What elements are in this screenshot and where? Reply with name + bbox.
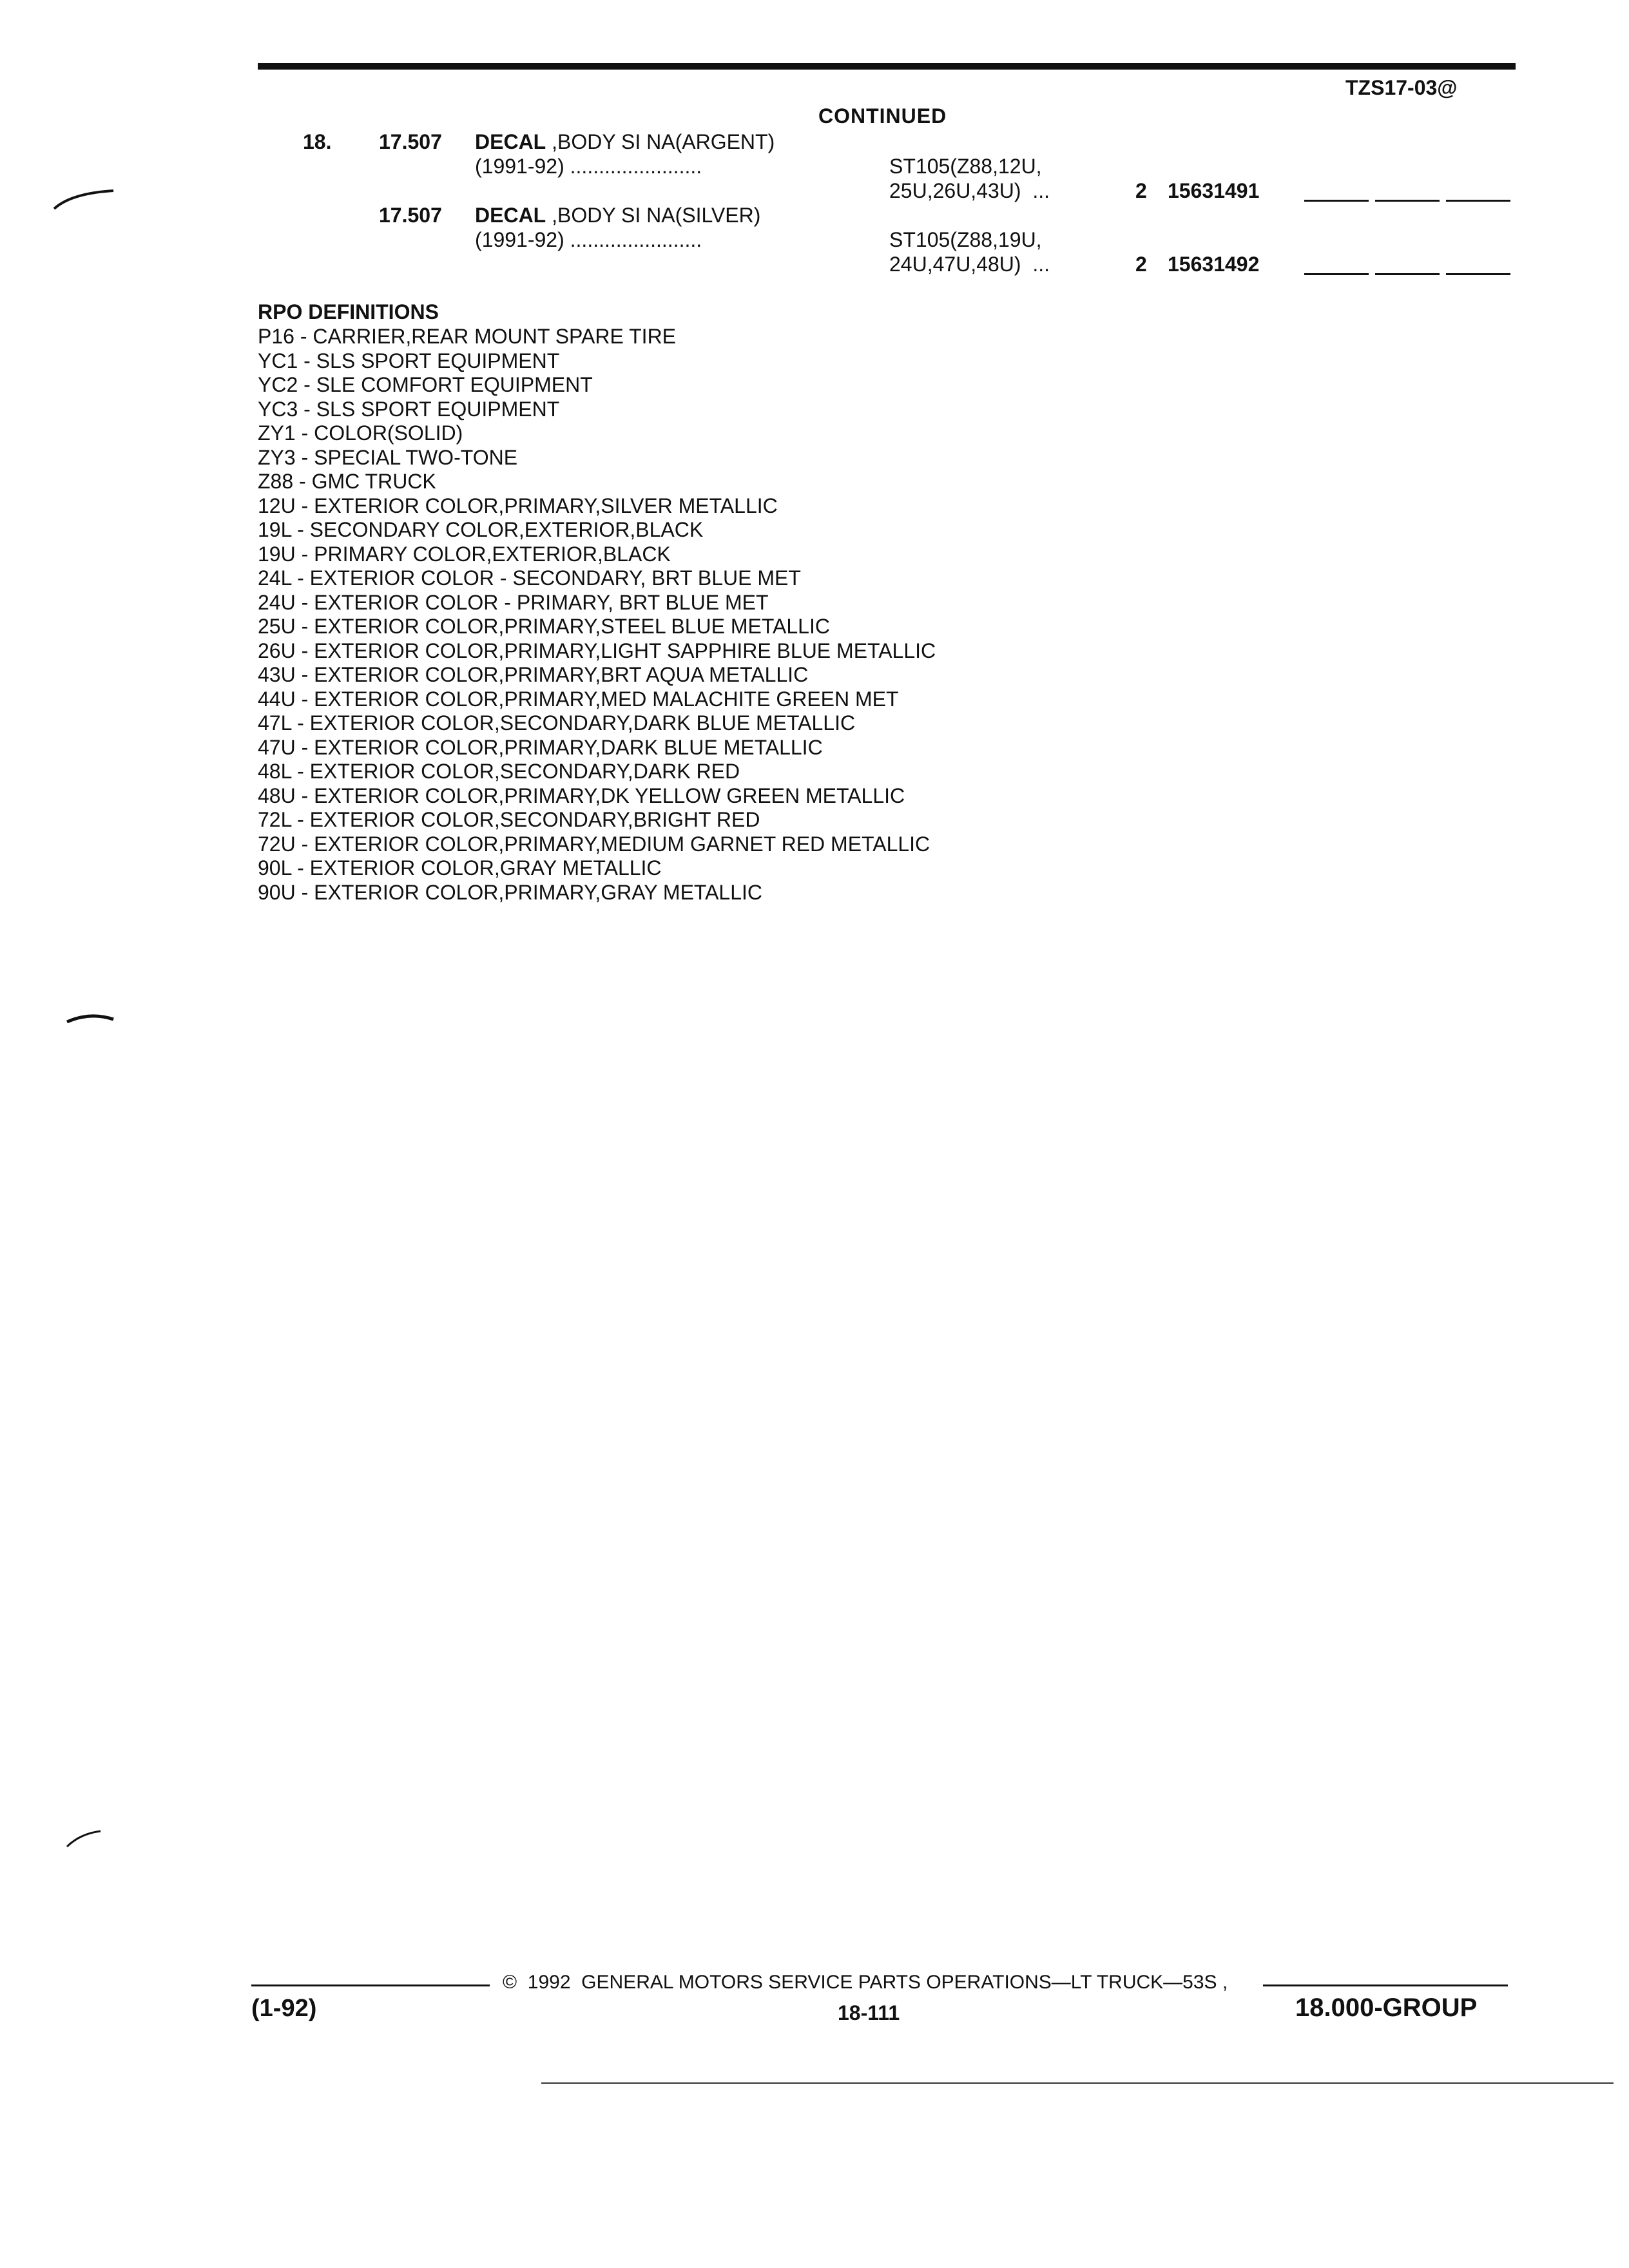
part-name: DECAL [475, 204, 546, 227]
catalog-code: TZS17-03@ [1345, 76, 1458, 99]
rpo-definition: ZY1 - COLOR(SOLID) [258, 421, 463, 445]
part-number: 15631492 [1168, 253, 1260, 276]
scan-mark [64, 1009, 116, 1035]
quantity: 2 [1135, 179, 1147, 202]
rpo-definition: 90L - EXTERIOR COLOR,GRAY METALLIC [258, 856, 662, 879]
rpo-definition: ZY3 - SPECIAL TWO-TONE [258, 445, 518, 469]
blank-field [1375, 273, 1440, 275]
rpo-definition: 44U - EXTERIOR COLOR,PRIMARY,MED MALACHITE GREEN MET [258, 687, 899, 711]
rpo-definition: 48U - EXTERIOR COLOR,PRIMARY,DK YELLOW GREEN METALLIC [258, 783, 905, 807]
part-detail: ,BODY SI NA(SILVER) [546, 204, 761, 227]
blank-field [1375, 200, 1440, 202]
rpo-definition: 24U - EXTERIOR COLOR - PRIMARY, BRT BLUE MET [258, 590, 769, 614]
year-range: (1991-92) ....................... [475, 228, 702, 251]
part-description [475, 204, 760, 227]
rpo-definition: Z88 - GMC TRUCK [258, 470, 436, 493]
usage-line-2: 24U,47U,48U) ... [889, 253, 1050, 276]
rpo-title: RPO DEFINITIONS [258, 300, 439, 323]
quantity: 2 [1135, 253, 1147, 276]
rpo-definition: 43U - EXTERIOR COLOR,PRIMARY,BRT AQUA METALLIC [258, 663, 809, 686]
footer-rule-right [1263, 1984, 1508, 1986]
year-range: (1991-92) ....................... [475, 155, 702, 178]
rpo-definition: 47L - EXTERIOR COLOR,SECONDARY,DARK BLUE METALLIC [258, 711, 856, 735]
scan-mark [64, 1827, 103, 1853]
part-name: DECAL [475, 130, 546, 153]
blank-field [1446, 273, 1510, 275]
blank-field [1304, 273, 1369, 275]
part-description [475, 130, 775, 154]
rpo-definition: 12U - EXTERIOR COLOR,PRIMARY,SILVER METALLIC [258, 494, 778, 517]
rpo-definition: 19L - SECONDARY COLOR,EXTERIOR,BLACK [258, 518, 704, 541]
usage-line-2: 25U,26U,43U) ... [889, 179, 1050, 202]
rpo-list [258, 325, 936, 905]
copyright-line: © 1992 GENERAL MOTORS SERVICE PARTS OPERATIONS—LT TRUCK—53S , [503, 1972, 1228, 1993]
rpo-definition: 48L - EXTERIOR COLOR,SECONDARY,DARK RED [258, 760, 740, 783]
rpo-definition: YC2 - SLE COMFORT EQUIPMENT [258, 373, 593, 396]
rpo-definition: YC1 - SLS SPORT EQUIPMENT [258, 349, 560, 372]
part-detail: ,BODY SI NA(ARGENT) [546, 130, 775, 153]
rpo-definition: P16 - CARRIER,REAR MOUNT SPARE TIRE [258, 325, 677, 348]
ref-number: 17.507 [379, 130, 442, 153]
rpo-definition: 26U - EXTERIOR COLOR,PRIMARY,LIGHT SAPPHIRE BLUE METALLIC [258, 639, 936, 662]
rpo-definition: 90U - EXTERIOR COLOR,PRIMARY,GRAY METALLIC [258, 880, 763, 904]
continued-label: CONTINUED [818, 104, 947, 128]
footer-rule-left [251, 1984, 490, 1986]
rpo-definition: 25U - EXTERIOR COLOR,PRIMARY,STEEL BLUE METALLIC [258, 615, 830, 638]
scan-mark [52, 187, 116, 213]
rpo-definition: 72L - EXTERIOR COLOR,SECONDARY,BRIGHT RED [258, 808, 760, 831]
rpo-definition: 72U - EXTERIOR COLOR,PRIMARY,MEDIUM GARNET RED METALLIC [258, 832, 930, 856]
rpo-definition: YC3 - SLS SPORT EQUIPMENT [258, 397, 560, 421]
rpo-definition: 19U - PRIMARY COLOR,EXTERIOR,BLACK [258, 542, 671, 566]
rpo-definition: 47U - EXTERIOR COLOR,PRIMARY,DARK BLUE METALLIC [258, 735, 823, 759]
item-number: 18. [303, 130, 332, 153]
rpo-definition: 24L - EXTERIOR COLOR - SECONDARY, BRT BLUE MET [258, 566, 801, 590]
ref-number: 17.507 [379, 204, 442, 227]
page-number: 18-111 [838, 2001, 900, 2024]
blank-field [1304, 200, 1369, 202]
usage-line-1: ST105(Z88,19U, [889, 228, 1042, 251]
revision-date: (1-92) [251, 1995, 317, 2022]
blank-field [1446, 200, 1510, 202]
usage-line-1: ST105(Z88,12U, [889, 155, 1042, 178]
bottom-rule [541, 2082, 1614, 2084]
group-label: 18.000-GROUP [1295, 1994, 1478, 2022]
top-rule [258, 63, 1516, 70]
part-number: 15631491 [1168, 179, 1260, 202]
